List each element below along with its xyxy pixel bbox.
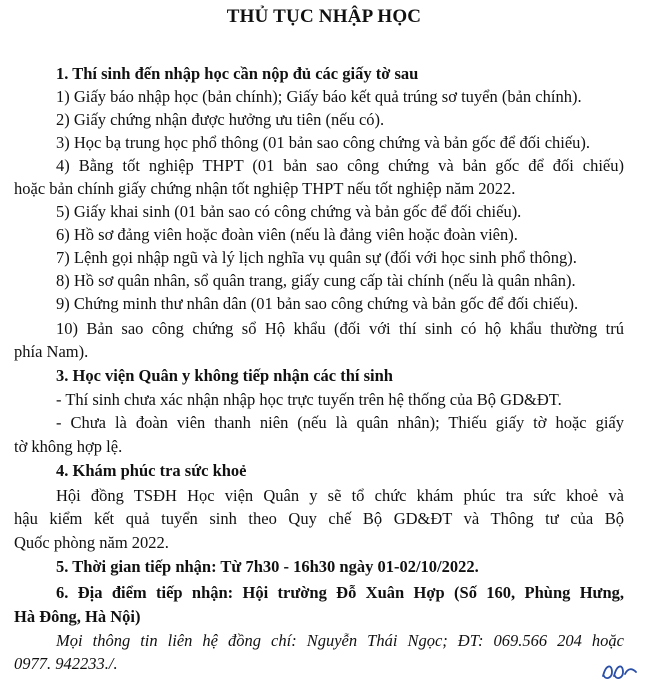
signature-mark [600, 658, 640, 682]
section-3-heading: 3. Học viện Quân y không tiếp nhận các thí sinh [56, 366, 393, 385]
section-1-item-9: 9) Chứng minh thư nhân dân (01 bản sao công chứng và bản gốc để đối chiếu). [56, 294, 579, 313]
section-1-item-2: 2) Giấy chứng nhận được hưởng ưu tiên (nếu có). [56, 110, 385, 129]
section-1-item-10-line-1: 10) Bản sao công chứng sổ Hộ khẩu (đối với thí sinh có hộ khẩu thường trú [56, 319, 624, 338]
section-5-heading: 5. Thời gian tiếp nhận: Từ 7h30 - 16h30 ngày 01-02/10/2022. [56, 557, 479, 576]
section-1-item-5: 5) Giấy khai sinh (01 bản sao có công chứng và bản gốc để đối chiếu). [56, 202, 522, 221]
section-1-item-10-line-2: phía Nam). [14, 342, 89, 361]
section-1-item-3: 3) Học bạ trung học phổ thông (01 bản sao công chứng và bản gốc để đối chiếu). [56, 133, 591, 152]
section-4-heading: 4. Khám phúc tra sức khoẻ [56, 461, 247, 480]
section-6-heading-line-2: Hà Đông, Hà Nội) [14, 607, 141, 626]
section-1-heading: 1. Thí sinh đến nhập học cần nộp đủ các giấy tờ sau [56, 64, 419, 83]
section-4-text-line-1: Hội đồng TSĐH Học viện Quân y sẽ tổ chức khám phúc tra sức khoẻ và [56, 486, 624, 505]
section-3-item-2-line-2: tờ không hợp lệ. [14, 437, 123, 456]
section-1-item-4-line-2: hoặc bản chính giấy chứng nhận tốt nghiệp THPT nếu tốt nghiệp năm 2022. [14, 179, 516, 198]
section-1-item-6: 6) Hồ sơ đảng viên hoặc đoàn viên (nếu là đảng viên hoặc đoàn viên). [56, 225, 518, 244]
document-title: THỦ TỤC NHẬP HỌC [226, 6, 422, 27]
section-3-item-2-line-1: - Chưa là đoàn viên thanh niên (nếu là quân nhân); Thiếu giấy tờ hoặc giấy [56, 413, 624, 432]
section-3-item-1: - Thí sinh chưa xác nhận nhập học trực tuyến trên hệ thống của Bộ GD&ĐT. [56, 390, 562, 409]
section-1-item-4-line-1: 4) Bằng tốt nghiệp THPT (01 bản sao công chứng và bản gốc để đối chiếu) [56, 156, 624, 175]
section-1-item-7: 7) Lệnh gọi nhập ngũ và lý lịch nghĩa vụ quân sự (đối với học sinh phổ thông). [56, 248, 577, 267]
section-1-item-1: 1) Giấy báo nhập học (bản chính); Giấy báo kết quả trúng sơ tuyển (bản chính). [56, 87, 582, 106]
section-1-item-8: 8) Hồ sơ quân nhân, sổ quân trang, giấy cung cấp tài chính (nếu là quân nhân). [56, 271, 576, 290]
section-4-text-line-2: hậu kiểm kết quả tuyển sinh theo Quy chế Bộ GD&ĐT và Thông tư của Bộ [14, 509, 624, 528]
contact-line-1: Mọi thông tin liên hệ đồng chí: Nguyễn Thái Ngọc; ĐT: 069.566 204 hoặc [56, 631, 624, 650]
contact-line-2: 0977. 942233./. [14, 654, 118, 673]
section-6-heading-line-1: 6. Địa điểm tiếp nhận: Hội trường Đỗ Xuân Hợp (Số 160, Phùng Hưng, [56, 583, 624, 602]
section-4-text-line-3: Quốc phòng năm 2022. [14, 533, 169, 552]
